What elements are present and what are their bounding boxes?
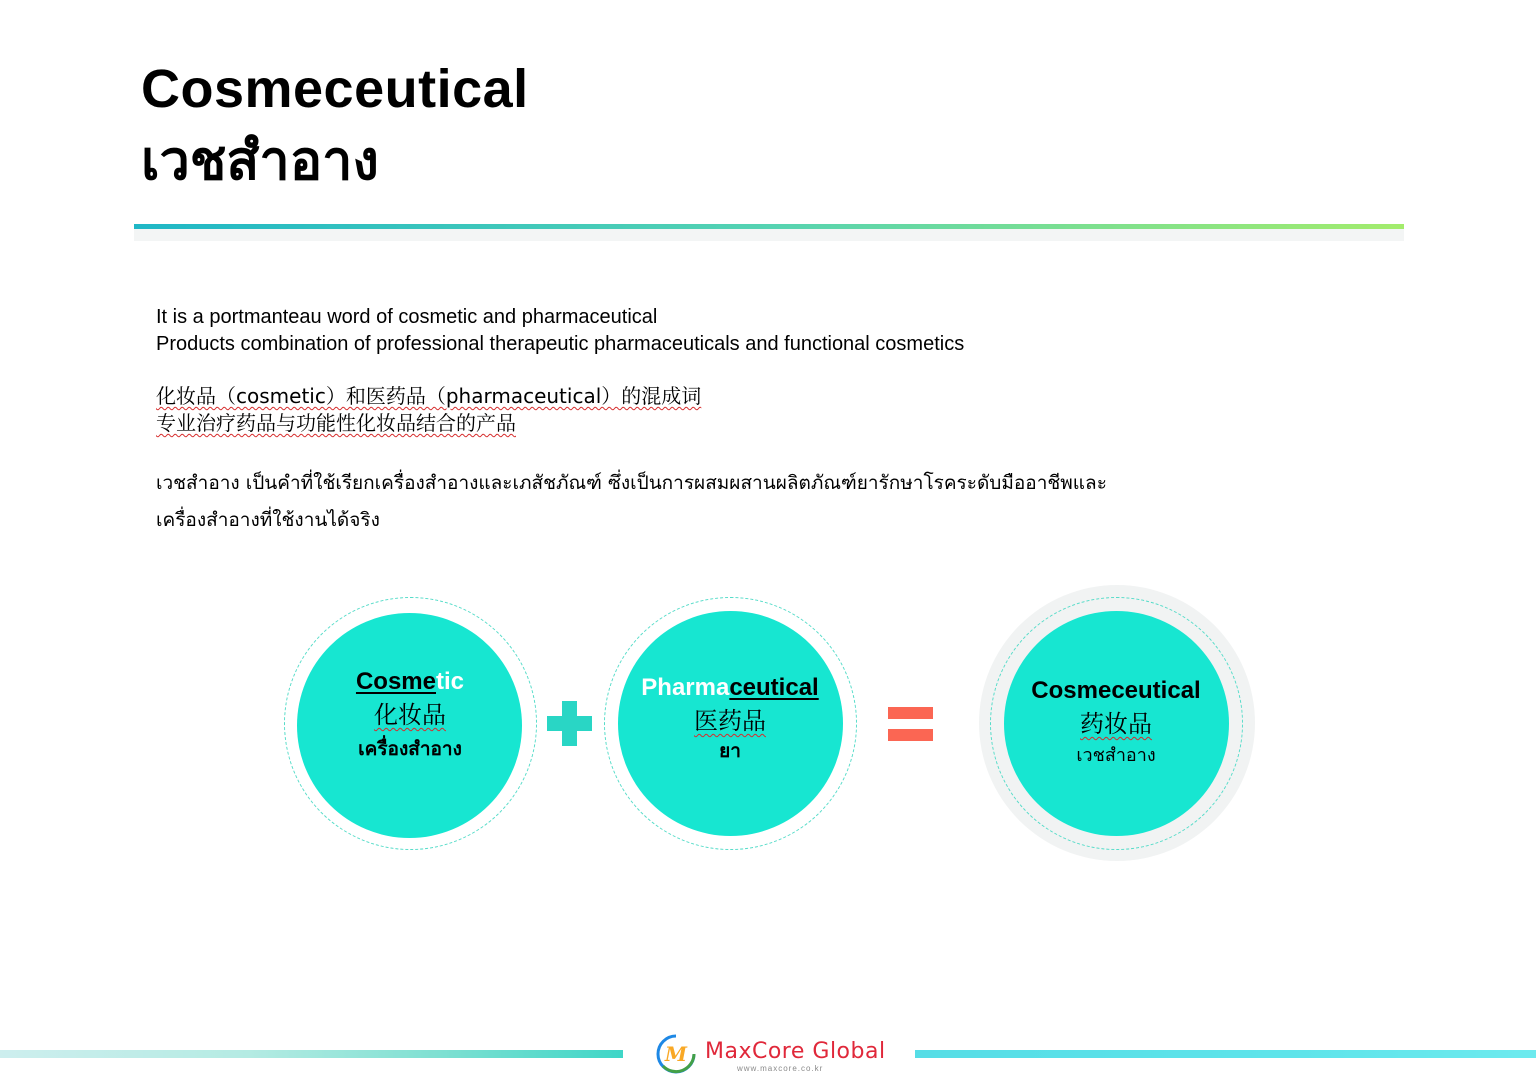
cosmeceutical-english: Cosmeceutical	[1031, 677, 1201, 704]
cosmeceutical-circle-label	[986, 677, 1246, 766]
cosmetic-circle-label	[280, 668, 540, 760]
page-title	[141, 59, 529, 192]
pharmaceutical-english-start: Pharma	[641, 674, 730, 701]
svg-text:M: M	[664, 1042, 688, 1066]
cosmeceutical-chinese-text: 药妆品	[1080, 709, 1152, 738]
maxcore-logo	[655, 1033, 895, 1077]
chinese-line-2: 专业治疗药品与功能性化妆品结合的产品	[156, 411, 516, 435]
pharmaceutical-chinese-text: 医药品	[694, 706, 766, 735]
pharmaceutical-english	[600, 674, 860, 703]
cosmeceutical-thai: เวชสำอาง	[1076, 744, 1156, 766]
thai-line-2: เครื่องสำอางที่ใช้งานได้จริง	[156, 509, 380, 531]
pharmaceutical-circle-label	[600, 674, 860, 762]
maxcore-logo-icon	[655, 1033, 697, 1075]
cosmetic-english-rest: tic	[436, 668, 465, 695]
footer-bar-right	[915, 1050, 1536, 1058]
english-line-2: Products combination of professional therapeutic pharmaceuticals and functional cosmetics	[156, 333, 965, 355]
cosmetic-english	[280, 668, 540, 697]
english-description	[156, 304, 964, 358]
cosmetic-chinese-text: 化妆品	[374, 700, 446, 729]
title-thai: เวชสำอาง	[141, 129, 379, 192]
plus-icon	[547, 701, 592, 746]
logo-url: www.maxcore.co.kr	[737, 1064, 824, 1073]
cosmetic-thai: เครื่องสำอาง	[358, 737, 462, 760]
chinese-line-1: 化妆品（cosmetic）和医药品（pharmaceutical）的混成词	[156, 384, 702, 408]
logo-name: MaxCore Global	[705, 1039, 886, 1064]
pharmaceutical-chinese	[600, 707, 860, 736]
equals-icon	[888, 707, 933, 741]
footer-bar-left	[0, 1050, 623, 1058]
cosmetic-english-underlined: Cosme	[355, 668, 436, 695]
pharmaceutical-english-underlined: ceutical	[729, 674, 819, 701]
cosmeceutical-chinese	[986, 710, 1246, 739]
english-line-1: It is a portmanteau word of cosmetic and pharmaceutical	[156, 306, 658, 328]
pharmaceutical-thai: ยา	[719, 739, 741, 762]
chinese-description	[156, 383, 701, 437]
title-divider-shadow	[134, 229, 1404, 241]
thai-description	[156, 465, 1107, 539]
cosmetic-chinese	[280, 701, 540, 730]
title-english: Cosmeceutical	[141, 59, 529, 119]
thai-line-1: เวชสำอาง เป็นคำที่ใช้เรียกเครื่องสำอางและเภสัชภัณฑ์ ซึ่งเป็นการผสมผสานผลิตภัณฑ์ยารักษาโรคระดับมืออาชีพและ	[156, 472, 1107, 494]
